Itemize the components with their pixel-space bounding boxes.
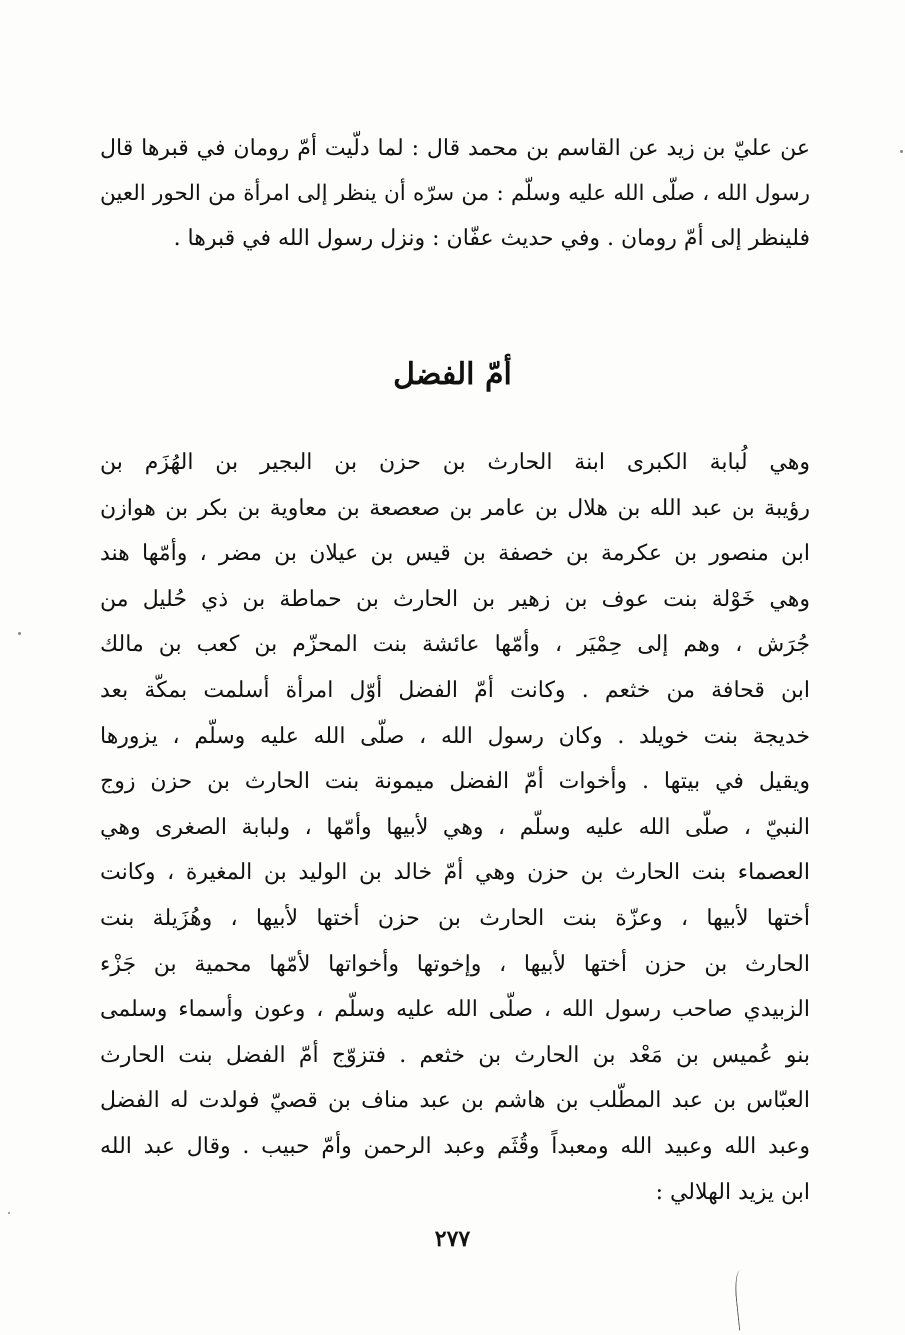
intro-paragraph [100, 126, 810, 261]
body-line-2: رؤيبة بن عبد الله بن هلال بن عامر بن صعصعة بن معاوية بن بكر بن هوازن [100, 495, 810, 521]
body-line-13: الزبيدي صاحب رسول الله ، صلّى الله عليه وسلّم ، وعون وأسماء وسلمى [100, 997, 810, 1023]
body-line-15: العبّاس بن عبد المطّلب بن هاشم بن عبد مناف بن قصيّ فولدت له الفضل [100, 1088, 810, 1114]
body-line-4: وهي خَوْلة بنت عوف بن زهير بن الحارث بن حماطة بن ذي حُليل من [100, 586, 810, 612]
body-line-6: ابن قحافة من خثعم . وكانت أمّ الفضل أوّل امرأة أسلمت بمكّة بعد [100, 677, 810, 703]
body-line-7: خديجة بنت خويلد . وكان رسول الله ، صلّى الله عليه وسلّم ، يزورها [100, 723, 810, 749]
body-line-5: جُرَش ، وهم إلى حِمْيَر ، وأمّها عائشة بنت المحزّم بن كعب بن مالك [100, 632, 810, 658]
body-line-16: وعبد الله وعبيد الله ومعبداً وقُثَم وعبد الرحمن وأمّ حبيب . وقال عبد الله [100, 1133, 810, 1159]
body-line-9: النبيّ ، صلّى الله عليه وسلّم ، وهي لأبيها وأمّها ، ولبابة الصغرى وهي [100, 814, 810, 840]
section-title: أمّ الفضل [393, 357, 512, 392]
body-line-8: ويقيل في بيتها . وأخوات أمّ الفضل ميمونة بنت الحارث بن حزن زوج [100, 769, 810, 795]
intro-line-1: عن عليّ بن زيد عن القاسم بن محمد قال : لما دلّيت أمّ رومان في قبرها قال [100, 136, 810, 161]
intro-line-2: رسول الله ، صلّى الله عليه وسلّم : من سرّه أن ينظر إلى امرأة من الحور العين [100, 181, 810, 206]
margin-pen-stroke [733, 1269, 754, 1330]
scan-speck [900, 150, 903, 153]
body-line-11: أختها لأبيها ، وعزّة بنت الحارث بن حزن أختها لأبيها ، وهُزَيلة بنت [100, 905, 810, 931]
body-line-10: العصماء بنت الحارث بن حزن وهي أمّ خالد بن الوليد بن المغيرة ، وكانت [100, 860, 810, 886]
body-paragraph [100, 440, 810, 1215]
intro-line-3: فلينظر إلى أمّ رومان . وفي حديث عفّان : ونزل رسول الله في قبرها . [173, 226, 810, 251]
body-line-3: ابن منصور بن عكرمة بن خصفة بن قيس بن عيلان بن مضر ، وأمّها هند [100, 541, 810, 567]
body-line-17: ابن يزيد الهلالي : [655, 1179, 810, 1205]
scan-speck [8, 1212, 10, 1214]
page-number: ٢٧٧ [434, 1226, 471, 1252]
body-line-14: بنو عُميس بن مَعْد بن الحارث بن خثعم . فتزوّج أمّ الفضل بنت الحارث [100, 1042, 810, 1068]
body-line-12: الحارث بن حزن أختها لأبيها ، وإخوتها وأخواتها لأمّها محمية بن جَزْء [100, 951, 810, 977]
scan-speck [18, 632, 21, 635]
body-line-1: وهي لُبابة الكبرى ابنة الحارث بن حزن بن البجير بن الهُزَم بن [100, 450, 810, 475]
